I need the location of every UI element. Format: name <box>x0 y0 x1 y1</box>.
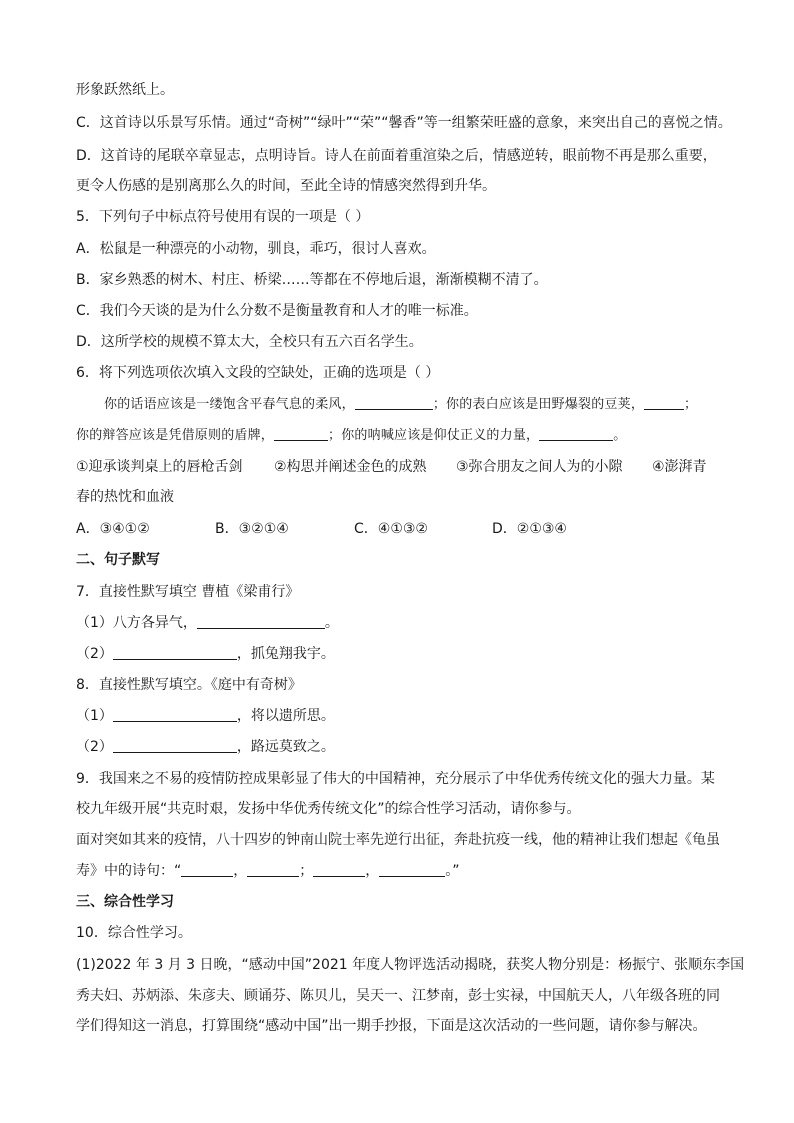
q7-item-1 <box>76 613 339 633</box>
answer-blank[interactable] <box>355 395 433 410</box>
answer-blank[interactable] <box>379 862 445 877</box>
q6-option-c: C．④①③② <box>354 521 428 537</box>
q5-option-c: C．我们今天谈的是为什么分数不是衡量教育和人才的唯一标准。 <box>76 303 478 319</box>
question-5: 5．下列句子中标点符号使用有误的一项是（ ） <box>76 209 370 225</box>
q9-blanks-line <box>76 861 460 881</box>
passage-text: 你的辩答应该是凭借原则的盾牌， <box>76 428 275 443</box>
q8-item-2 <box>76 737 335 757</box>
item-text: ， <box>233 863 248 879</box>
passage-line <box>76 426 626 446</box>
answer-blank[interactable] <box>113 645 237 660</box>
answer-blank[interactable] <box>247 862 299 877</box>
q4-option-c: C．这首诗以乐景写乐情。通过“奇树”“绿叶”“荣”“馨香”等一组繁荣旺盛的意象，来突出自己的喜悦之情。 <box>76 115 732 131</box>
q4-option-d: D．这首诗的尾联卒章显志，点明诗旨。诗人在前面着重渲染之后，情感逆转，眼前物不再是那么重要， <box>76 148 717 164</box>
answer-blank[interactable] <box>113 738 237 753</box>
passage-text: ；你的呐喊应该是仰仗正义的力量， <box>328 428 540 443</box>
item-text: ，路远莫致之。 <box>236 739 335 755</box>
question-6: 6．将下列选项依次填入文段的空缺处，正确的选项是（ ） <box>76 365 440 381</box>
section-heading: 二、句子默写 <box>76 552 160 568</box>
question-8: 8．直接性默写填空。《庭中有奇树》 <box>76 677 302 693</box>
item-text: 寿》中的诗句：“ <box>76 863 182 879</box>
text-line: 更令人伤感的是别离那么久的时间，至此全诗的情感突然得到升华。 <box>76 178 496 194</box>
text-line: 秀夫妇、苏炳添、朱彦夫、顾诵芬、陈贝儿，吴天一、江梦南，彭士实禄，中国航天人，八年级各班的同 <box>76 988 720 1004</box>
q6-option-b: B．③②①④ <box>215 521 289 537</box>
text-line: 形象跃然纸上。 <box>76 82 174 98</box>
item-text: ，将以遗所思。 <box>236 708 335 724</box>
phrase-3: ③弥合朋友之间人为的小隙 <box>456 459 623 475</box>
text-line: 校九年级开展“共克时艰，发扬中华优秀传统文化”的综合性学习活动，请你参与。 <box>76 801 581 817</box>
phrase-4-continued: 春的热忱和血液 <box>76 489 174 505</box>
passage-text: ；你的表白应该是田野爆裂的豆荚， <box>432 397 645 412</box>
q5-option-b: B．家乡熟悉的树木、村庄、桥梁……等都在不停地后退，渐渐模糊不清了。 <box>76 272 548 288</box>
phrase-1: ①迎承谈判桌上的唇枪舌剑 <box>76 459 243 475</box>
item-text: ， <box>365 863 380 879</box>
item-text: （2） <box>76 646 113 662</box>
answer-blank[interactable] <box>197 614 325 629</box>
text-line: 面对突如其来的疫情，八十四岁的钟南山院士率先逆行出征，奔赴抗疫一线，他的精神让我们想起《龟虽 <box>76 832 720 848</box>
item-text: （1）八方各异气， <box>76 615 197 631</box>
phrase-2: ②构思并阐述金色的成熟 <box>274 459 427 475</box>
answer-blank[interactable] <box>274 426 328 441</box>
q5-option-a: A．松鼠是一种漂亮的小动物，驯良，乖巧，很讨人喜欢。 <box>76 241 436 257</box>
phrase-4: ④澎湃青 <box>652 459 707 475</box>
q6-choices <box>76 519 567 539</box>
answer-blank[interactable] <box>113 707 237 722</box>
q6-phrases <box>76 457 707 477</box>
item-text: 。 <box>324 615 339 631</box>
q7-item-2 <box>76 644 335 664</box>
answer-blank[interactable] <box>313 862 365 877</box>
text-line: (1)2022 年 3 月 3 日晚，“感动中国”2021 年度人物评选活动揭晓，获奖人物分别是：杨振宁、张顺东李国 <box>76 957 745 973</box>
q6-option-a: A．③④①② <box>76 521 150 537</box>
passage-text: 。 <box>613 428 627 443</box>
question-9: 9．我国来之不易的疫情防控成果彰显了伟大的中国精神，充分展示了中华优秀传统文化的强大力量。某 <box>76 771 715 787</box>
text-line: 学们得知这一消息，打算围绕“感动中国”出一期手抄报，下面是这次活动的一些问题，请你参与解决。 <box>76 1018 707 1034</box>
passage-text: 你的话语应该是一缕饱含平春气息的柔风， <box>104 397 355 412</box>
answer-blank[interactable] <box>644 395 684 410</box>
item-text: ； <box>299 863 314 879</box>
item-text: （1） <box>76 708 113 724</box>
section-heading: 三、综合性学习 <box>76 894 174 910</box>
item-text: 。” <box>445 863 460 879</box>
question-7: 7．直接性默写填空 曹植《梁甫行》 <box>76 584 300 600</box>
q5-option-d: D．这所学校的规模不算太大，全校只有五六百名学生。 <box>76 334 423 350</box>
answer-blank[interactable] <box>539 426 613 441</box>
q8-item-1 <box>76 706 335 726</box>
q6-option-d: D．②①③④ <box>492 521 567 537</box>
question-10: 10．综合性学习。 <box>76 925 192 941</box>
item-text: ，抓兔翔我宇。 <box>236 646 335 662</box>
item-text: （2） <box>76 739 113 755</box>
answer-blank[interactable] <box>181 862 233 877</box>
passage-text: ； <box>684 397 698 412</box>
passage-line <box>104 395 697 415</box>
